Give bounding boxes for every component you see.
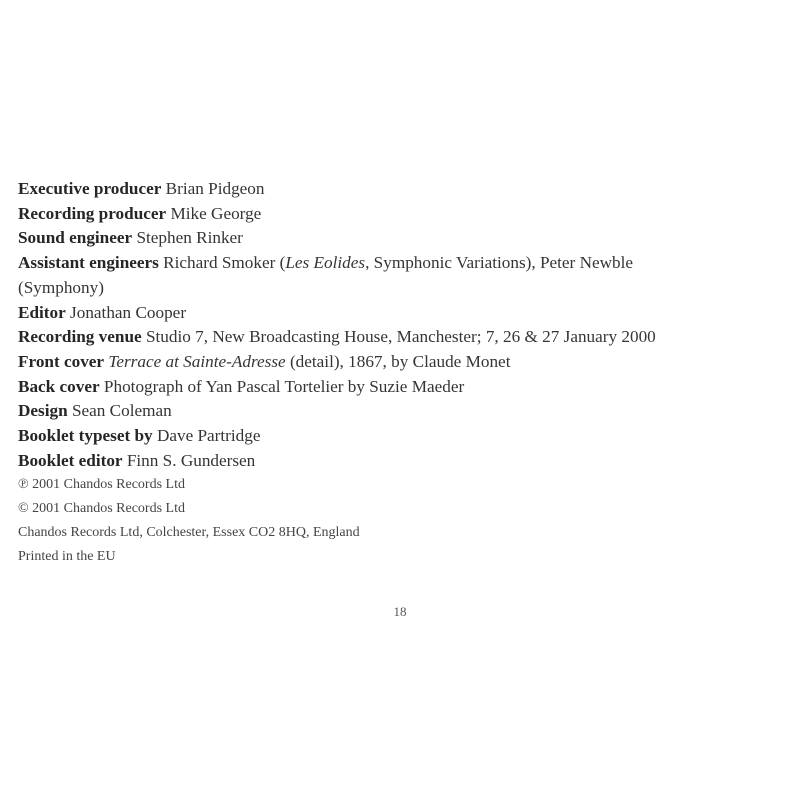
back-cover-label: Back cover xyxy=(18,376,100,396)
page-number: 18 xyxy=(393,604,407,619)
back-cover-line xyxy=(18,375,788,400)
booklet-typeset-value: Dave Partridge xyxy=(156,426,261,446)
back-cover-value: Photograph of Yan Pascal Tortelier by Suzie Maeder xyxy=(103,376,465,396)
sound-engineer-value: Stephen Rinker xyxy=(136,228,243,248)
booklet-editor-line xyxy=(18,449,788,474)
recording-producer-label: Recording producer xyxy=(18,203,167,223)
recording-producer-line xyxy=(18,202,788,227)
credits-block xyxy=(18,177,788,569)
recording-producer-value: Mike George xyxy=(170,203,262,223)
recording-venue-value: Studio 7, New Broadcasting House, Manchester; 7, 26 & 27 January 2000 xyxy=(145,327,656,347)
assistant-engineers-value-part1: Richard Smoker ( xyxy=(163,253,286,273)
recording-venue-label: Recording venue xyxy=(18,327,142,347)
assistant-engineers-value-part3: (Symphony) xyxy=(18,277,104,297)
assistant-engineers-line xyxy=(18,251,788,276)
sound-engineer-line xyxy=(18,226,788,251)
design-label: Design xyxy=(18,401,68,421)
printed-line: Printed in the EU xyxy=(18,548,116,564)
assistant-engineers-label: Assistant engineers xyxy=(18,253,159,273)
front-cover-line xyxy=(18,350,788,375)
editor-line xyxy=(18,301,788,326)
recording-venue-line xyxy=(18,325,788,350)
executive-producer-value: Brian Pidgeon xyxy=(165,179,265,198)
booklet-editor-label: Booklet editor xyxy=(18,450,123,470)
front-cover-details: (detail), 1867, by Claude Monet xyxy=(285,351,511,371)
booklet-typeset-label: Booklet typeset by xyxy=(18,426,153,446)
address-line: Chandos Records Ltd, Colchester, Essex CO2 8HQ, England xyxy=(18,525,360,541)
design-line xyxy=(18,399,788,424)
editor-value: Jonathan Cooper xyxy=(70,302,187,322)
executive-producer-label: Executive producer xyxy=(18,179,162,198)
booklet-editor-value: Finn S. Gundersen xyxy=(126,450,256,470)
editor-label: Editor xyxy=(18,302,66,322)
sound-engineer-label: Sound engineer xyxy=(18,228,133,248)
front-cover-title: Terrace at Sainte-Adresse xyxy=(108,351,286,371)
front-cover-label: Front cover xyxy=(18,351,105,371)
assistant-engineers-continuation xyxy=(18,276,788,301)
phonogram-line: ℗ 2001 Chandos Records Ltd xyxy=(18,477,185,493)
assistant-engineers-value-part2: , Symphonic Variations), Peter Newble xyxy=(365,253,634,273)
assistant-engineers-value-italic: Les Eolides xyxy=(285,253,366,273)
design-value: Sean Coleman xyxy=(71,401,172,421)
booklet-typeset-line xyxy=(18,424,788,449)
executive-producer-line xyxy=(18,177,788,202)
copyright-line: © 2001 Chandos Records Ltd xyxy=(18,501,185,517)
